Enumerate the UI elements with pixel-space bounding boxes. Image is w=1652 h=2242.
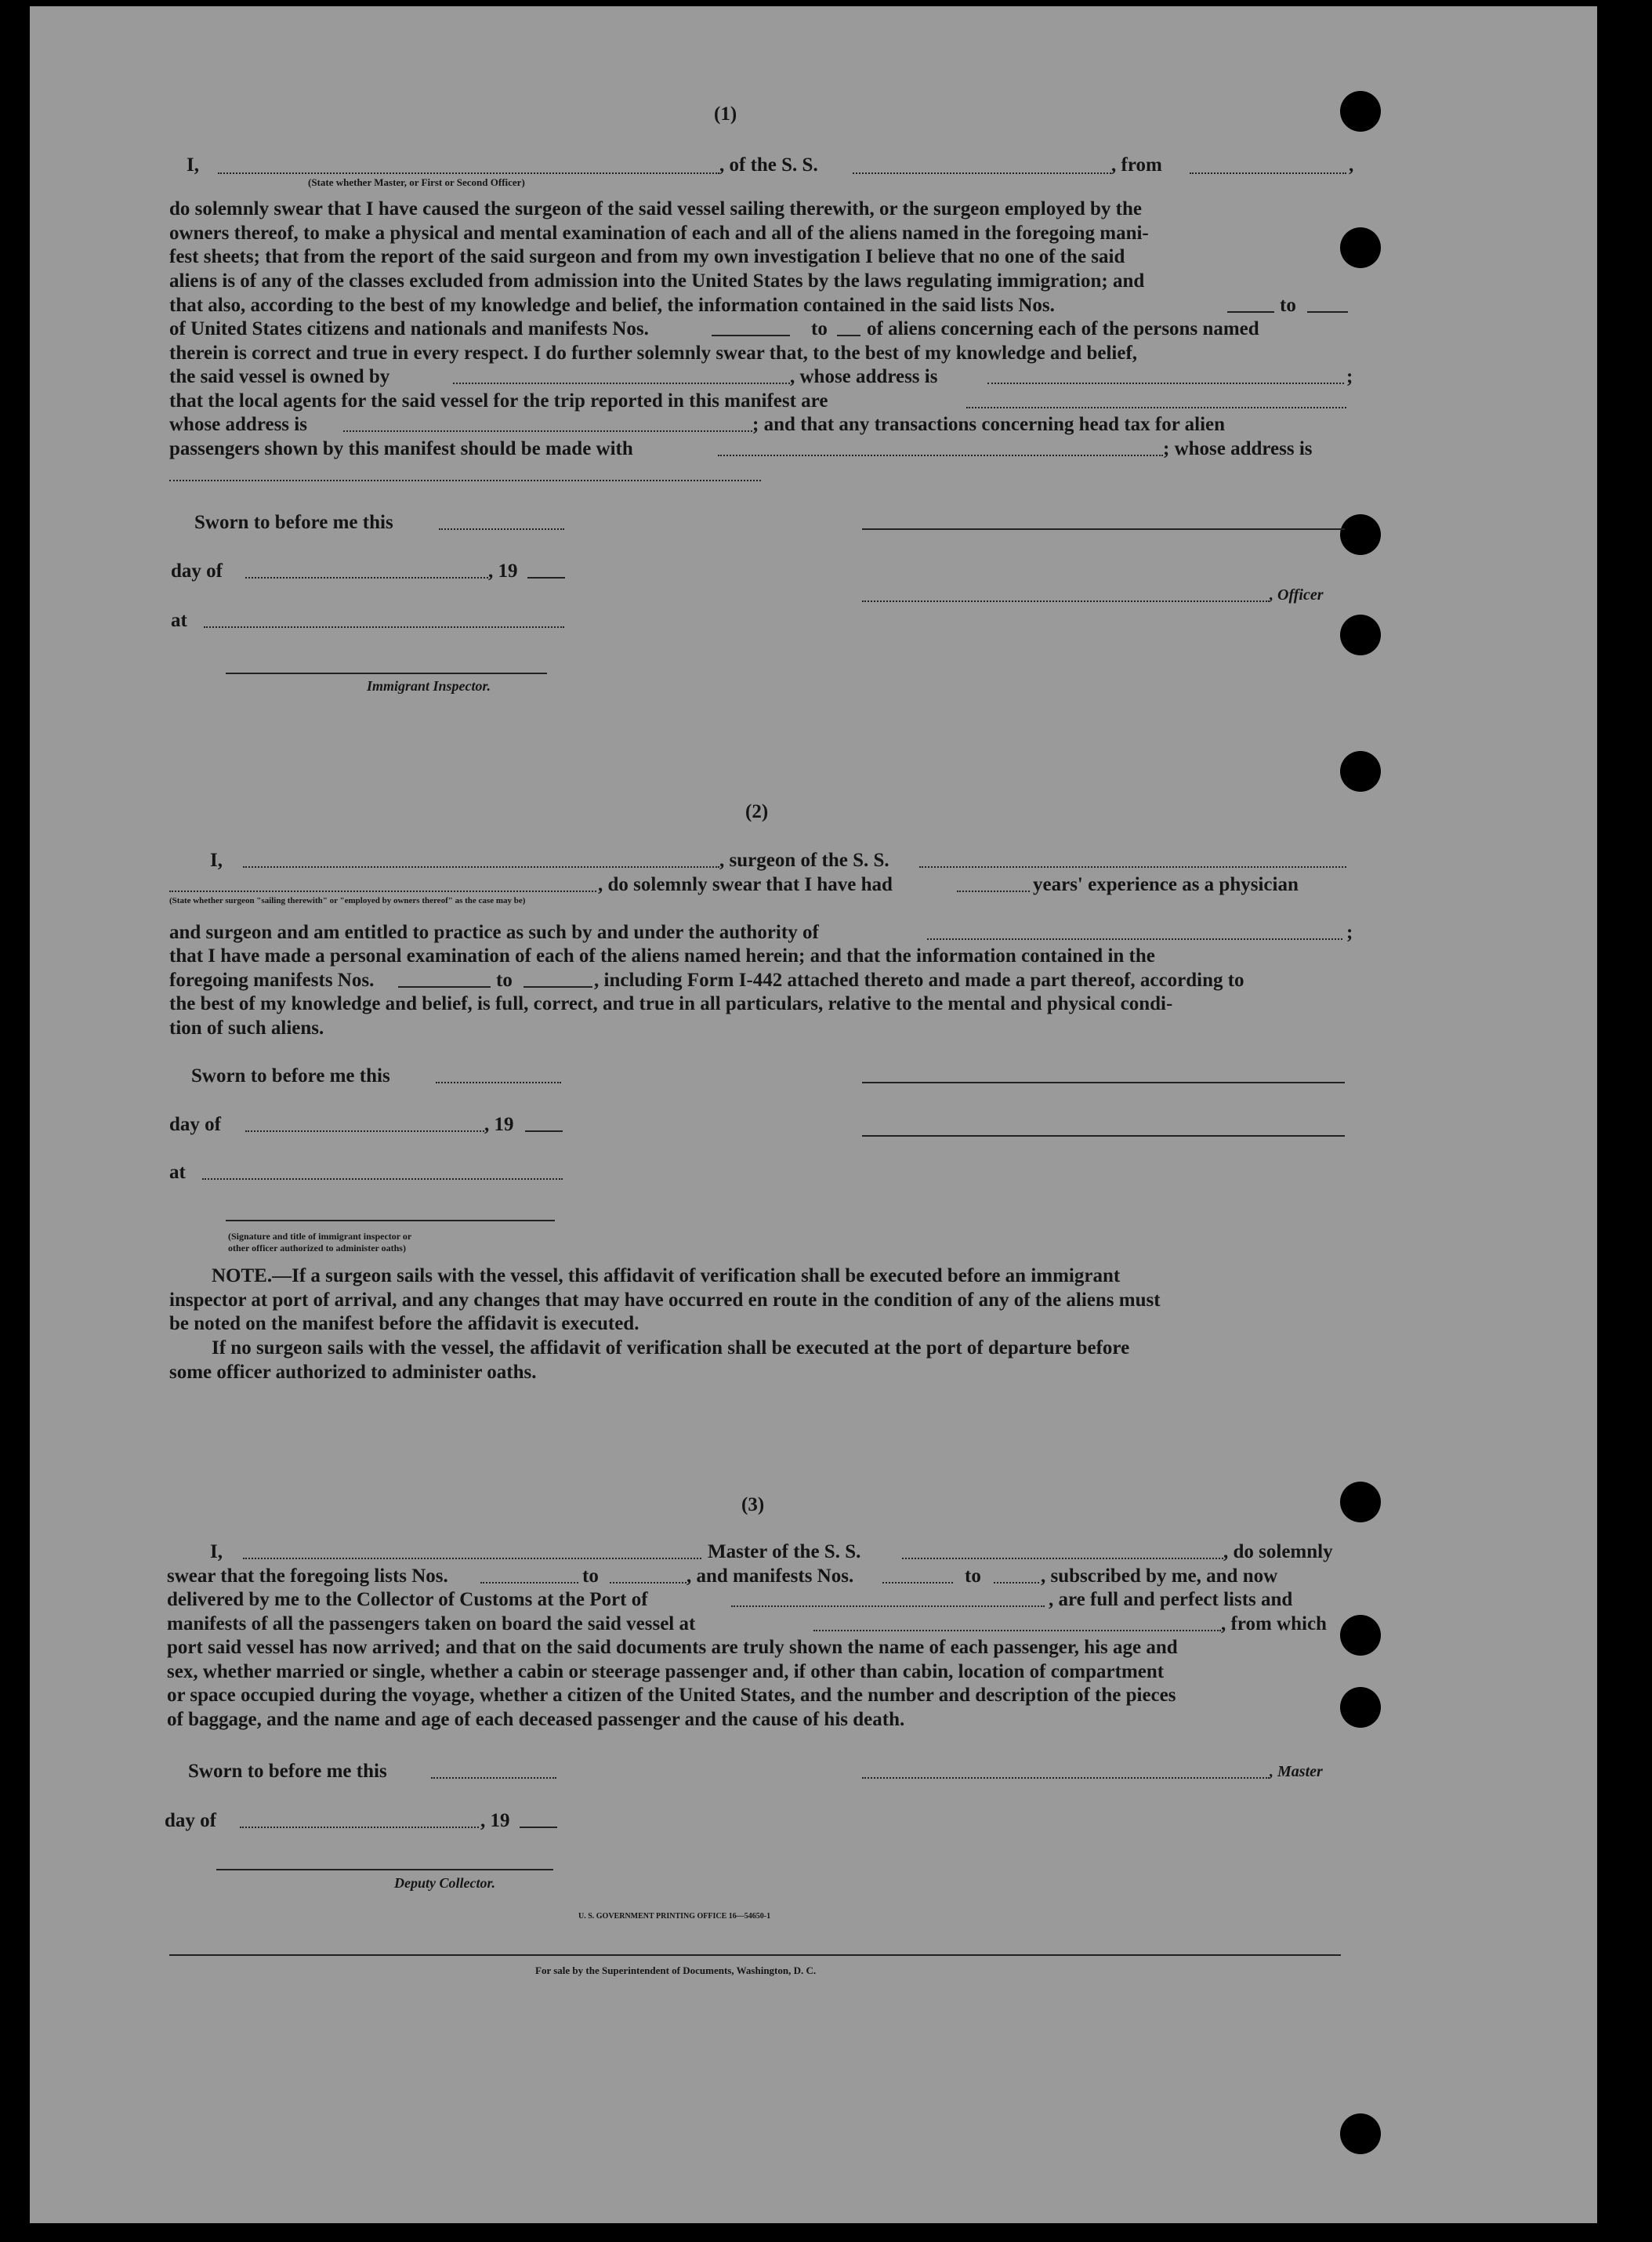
s3-name-blank (243, 1558, 701, 1559)
s1-owner-address-blank (987, 383, 1344, 384)
s3-year: , 19 (480, 1810, 510, 1831)
s2-sworn: Sworn to before me this (191, 1065, 390, 1087)
s1-agents-blank (966, 407, 1346, 408)
s1-para-line: therein is correct and true in every respect. I do further solemnly swear that, to the best of my knowledge and belief, (169, 343, 1138, 364)
s3-subscribed: , subscribed by me, and now (1041, 1565, 1278, 1587)
s3-manifest-from-blank (882, 1582, 953, 1584)
s1-year: , 19 (488, 560, 518, 582)
s3-day-blank (240, 1827, 479, 1828)
punch-hole (1340, 1482, 1381, 1522)
s1-day-blank (245, 577, 488, 579)
s2-semicolon: ; (1346, 922, 1353, 943)
s3-para-line: manifests of all the passengers taken on board the said vessel at (167, 1613, 696, 1634)
s1-para-line: that also, according to the best of my knowledge and belief, the information contained in the said lists Nos. (169, 295, 1055, 316)
s1-inspector-line (226, 673, 547, 674)
s2-years-blank (957, 891, 1030, 892)
s2-para-line: and surgeon and am entitled to practice as such by and under the authority of (169, 922, 819, 943)
section-number-3: (3) (741, 1494, 765, 1515)
s1-list-from-blank (1227, 311, 1274, 313)
s1-para-line: passengers shown by this manifest should be made with (169, 438, 633, 459)
s2-sig-note: other officer authorized to administer oaths) (228, 1243, 406, 1253)
s3-sworn: Sworn to before me this (188, 1761, 387, 1782)
punch-hole (1340, 91, 1381, 132)
s1-whose-address-end: ; whose address is (1163, 438, 1313, 459)
s2-i-label: I, (210, 850, 223, 871)
s3-master-label: , Master (1270, 1763, 1323, 1780)
s2-day-of: day of (169, 1114, 221, 1135)
manifest-page (30, 6, 1597, 2223)
punch-hole (1340, 2113, 1381, 2154)
s1-ship-blank (853, 172, 1111, 174)
s1-officer-label: , Officer (1270, 586, 1324, 604)
s1-ss-label: , of the S. S. (719, 154, 818, 176)
s2-to-label: to (496, 970, 513, 991)
s3-list-to-blank (610, 1582, 687, 1584)
s3-ship-blank (902, 1558, 1223, 1559)
s1-to-label: to (811, 318, 828, 339)
punch-hole (1340, 1687, 1381, 1728)
s3-para-line: of baggage, and the name and age of each deceased passenger and the cause of his death. (167, 1709, 905, 1730)
s1-at-blank (204, 626, 564, 628)
s1-sworn: Sworn to before me this (194, 512, 393, 533)
s2-note-line: If no surgeon sails with the vessel, the affidavit of verification shall be executed at the port of departure before (212, 1337, 1130, 1359)
s1-master-note: (State whether Master, or First or Second Officer) (308, 176, 525, 188)
s1-para-line: aliens is of any of the classes excluded from admission into the United States by the laws regulating immigration; and (169, 270, 1145, 292)
s3-master-blank (862, 1777, 1270, 1779)
s3-full-perfect: , are full and perfect lists and (1049, 1589, 1293, 1610)
s3-para-line: swear that the foregoing lists Nos. (167, 1565, 448, 1587)
s2-surgeon-note: (State whether surgeon "sailing therewith" or "employed by owners thereof" as the case may be) (169, 896, 526, 905)
s2-surgeon-sign-line (862, 1082, 1345, 1083)
s2-name-blank (243, 866, 719, 868)
s3-to-label: to (965, 1565, 981, 1587)
s2-swear: , do solemnly swear that I have had (598, 874, 893, 895)
s1-at: at (171, 610, 187, 631)
s2-note-line: NOTE.—If a surgeon sails with the vessel, this affidavit of verification shall be executed before an immigrant (212, 1265, 1121, 1286)
s2-note-line: inspector at port of arrival, and any changes that may have occurred en route in the condition of any of the aliens must (169, 1290, 1161, 1311)
s3-list-from-blank (480, 1582, 578, 1584)
s2-sworn-blank (436, 1082, 561, 1083)
gpo-imprint: U. S. GOVERNMENT PRINTING OFFICE 16—54650-1 (578, 1912, 771, 1921)
s2-manifest-to-blank (523, 986, 592, 988)
s2-note-line: some officer authorized to administer oaths. (169, 1362, 537, 1383)
s1-i-label: I, (187, 154, 199, 176)
s2-manifest-from-blank (398, 986, 491, 988)
footer-rule (169, 1954, 1341, 1956)
s2-inspector-line (226, 1220, 555, 1221)
punch-hole (1340, 615, 1381, 655)
s2-day-blank (245, 1130, 484, 1132)
s3-deputy-line (216, 1869, 553, 1870)
s1-para-line: do solemnly swear that I have caused the surgeon of the said vessel sailing therewith, or the surgeon employed by the (169, 198, 1142, 219)
s1-para-line: owners thereof, to make a physical and mental examination of each and all of the aliens named in the foregoing mani- (169, 223, 1149, 244)
s1-para-line: of United States citizens and nationals and manifests Nos. (169, 318, 649, 339)
s1-headtax-blank (718, 455, 1163, 456)
s2-surgeon-of: , surgeon of the S. S. (719, 850, 889, 871)
s3-and-manifests: , and manifests Nos. (687, 1565, 854, 1587)
s3-para-line: or space occupied during the voyage, whether a citizen of the United States, and the number and description of the pieces (167, 1685, 1176, 1706)
s3-manifest-to-blank (994, 1582, 1039, 1584)
s2-para-line: foregoing manifests Nos. (169, 970, 375, 991)
s3-para-line: port said vessel has now arrived; and that on the said documents are truly shown the name of each passenger, his age and (167, 1637, 1178, 1658)
s3-day-of: day of (165, 1810, 216, 1831)
s1-from-label: , from (1111, 154, 1162, 176)
s1-list-to-blank (1307, 311, 1348, 313)
section-number-1: (1) (714, 103, 737, 125)
s1-name-blank (218, 172, 719, 174)
s2-para-line: the best of my knowledge and belief, is full, correct, and true in all particulars, relative to the mental and physical condi- (169, 993, 1173, 1014)
punch-hole (1340, 1615, 1381, 1656)
s2-para-line: that I have made a personal examination of each of the aliens named herein; and that the information contained in the (169, 945, 1155, 967)
punch-hole (1340, 227, 1381, 268)
s3-port-taken-blank (813, 1630, 1221, 1631)
s1-headtax-address-blank (169, 480, 761, 481)
s2-years-label: years' experience as a physician (1033, 874, 1299, 895)
s2-year: , 19 (484, 1114, 514, 1135)
s2-para-line: tion of such aliens. (169, 1018, 324, 1039)
s2-sig-note: (Signature and title of immigrant inspector or (228, 1231, 412, 1242)
s1-inspector-label: Immigrant Inspector. (367, 678, 491, 694)
s2-form-text: , including Form I-442 attached thereto and made a part thereof, according to (594, 970, 1244, 991)
s1-owner-blank (453, 383, 790, 384)
s2-year-blank (525, 1130, 563, 1132)
s1-to-label: to (1280, 295, 1296, 316)
s3-i-label: I, (210, 1541, 223, 1562)
s2-ship-blank (919, 866, 1346, 868)
s2-at: at (169, 1162, 186, 1183)
s3-deputy-label: Deputy Collector. (394, 1875, 495, 1891)
s1-semicolon: ; (1346, 366, 1353, 387)
s1-day-of: day of (171, 560, 223, 582)
s1-officer-blank (862, 600, 1270, 602)
s1-manifest-from-blank (712, 335, 790, 336)
punch-hole (1340, 514, 1381, 555)
section-number-2: (2) (745, 801, 769, 822)
s1-year-blank (527, 577, 565, 579)
s3-solemnly: , do solemnly (1223, 1541, 1333, 1562)
s3-master-of: Master of the S. S. (708, 1541, 861, 1562)
s3-year-blank (520, 1827, 557, 1828)
s2-note-line: be noted on the manifest before the affidavit is executed. (169, 1313, 639, 1334)
s2-authority-blank (927, 938, 1342, 940)
s1-para-line: that the local agents for the said vessel for the trip reported in this manifest are (169, 390, 828, 412)
s1-officer-line (862, 528, 1345, 530)
s1-manifest-to-blank (837, 335, 860, 336)
s2-surgeon-type-blank (169, 891, 596, 892)
s3-para-line: sex, whether married or single, whether a cabin or steerage passenger and, if other than cabin, location of compartment (167, 1661, 1165, 1682)
s1-comma: , (1349, 154, 1354, 176)
punch-hole (1340, 751, 1381, 792)
s2-at-blank (202, 1178, 563, 1180)
s1-para-line: whose address is (169, 414, 307, 435)
s3-port-blank (731, 1605, 1045, 1607)
s1-para-line: fest sheets; that from the report of the said surgeon and from my own investigation I believe that no one of the said (169, 246, 1125, 267)
s1-of-aliens: of aliens concerning each of the persons named (867, 318, 1259, 339)
s1-para-line: the said vessel is owned by (169, 366, 390, 387)
s1-agent-address-blank (343, 430, 752, 432)
s1-from-blank (1190, 172, 1346, 174)
s1-whose-address: , whose address is (790, 366, 938, 387)
s2-surgeon-title-line (862, 1135, 1345, 1137)
s3-from-which: , from which (1221, 1613, 1327, 1634)
sale-notice: For sale by the Superintendent of Documents, Washington, D. C. (535, 1964, 817, 1976)
s3-para-line: delivered by me to the Collector of Customs at the Port of (167, 1589, 648, 1610)
s1-head-tax: ; and that any transactions concerning head tax for alien (752, 414, 1226, 435)
s3-sworn-blank (431, 1777, 556, 1779)
s3-to-label: to (582, 1565, 599, 1587)
s1-sworn-blank (439, 528, 564, 530)
